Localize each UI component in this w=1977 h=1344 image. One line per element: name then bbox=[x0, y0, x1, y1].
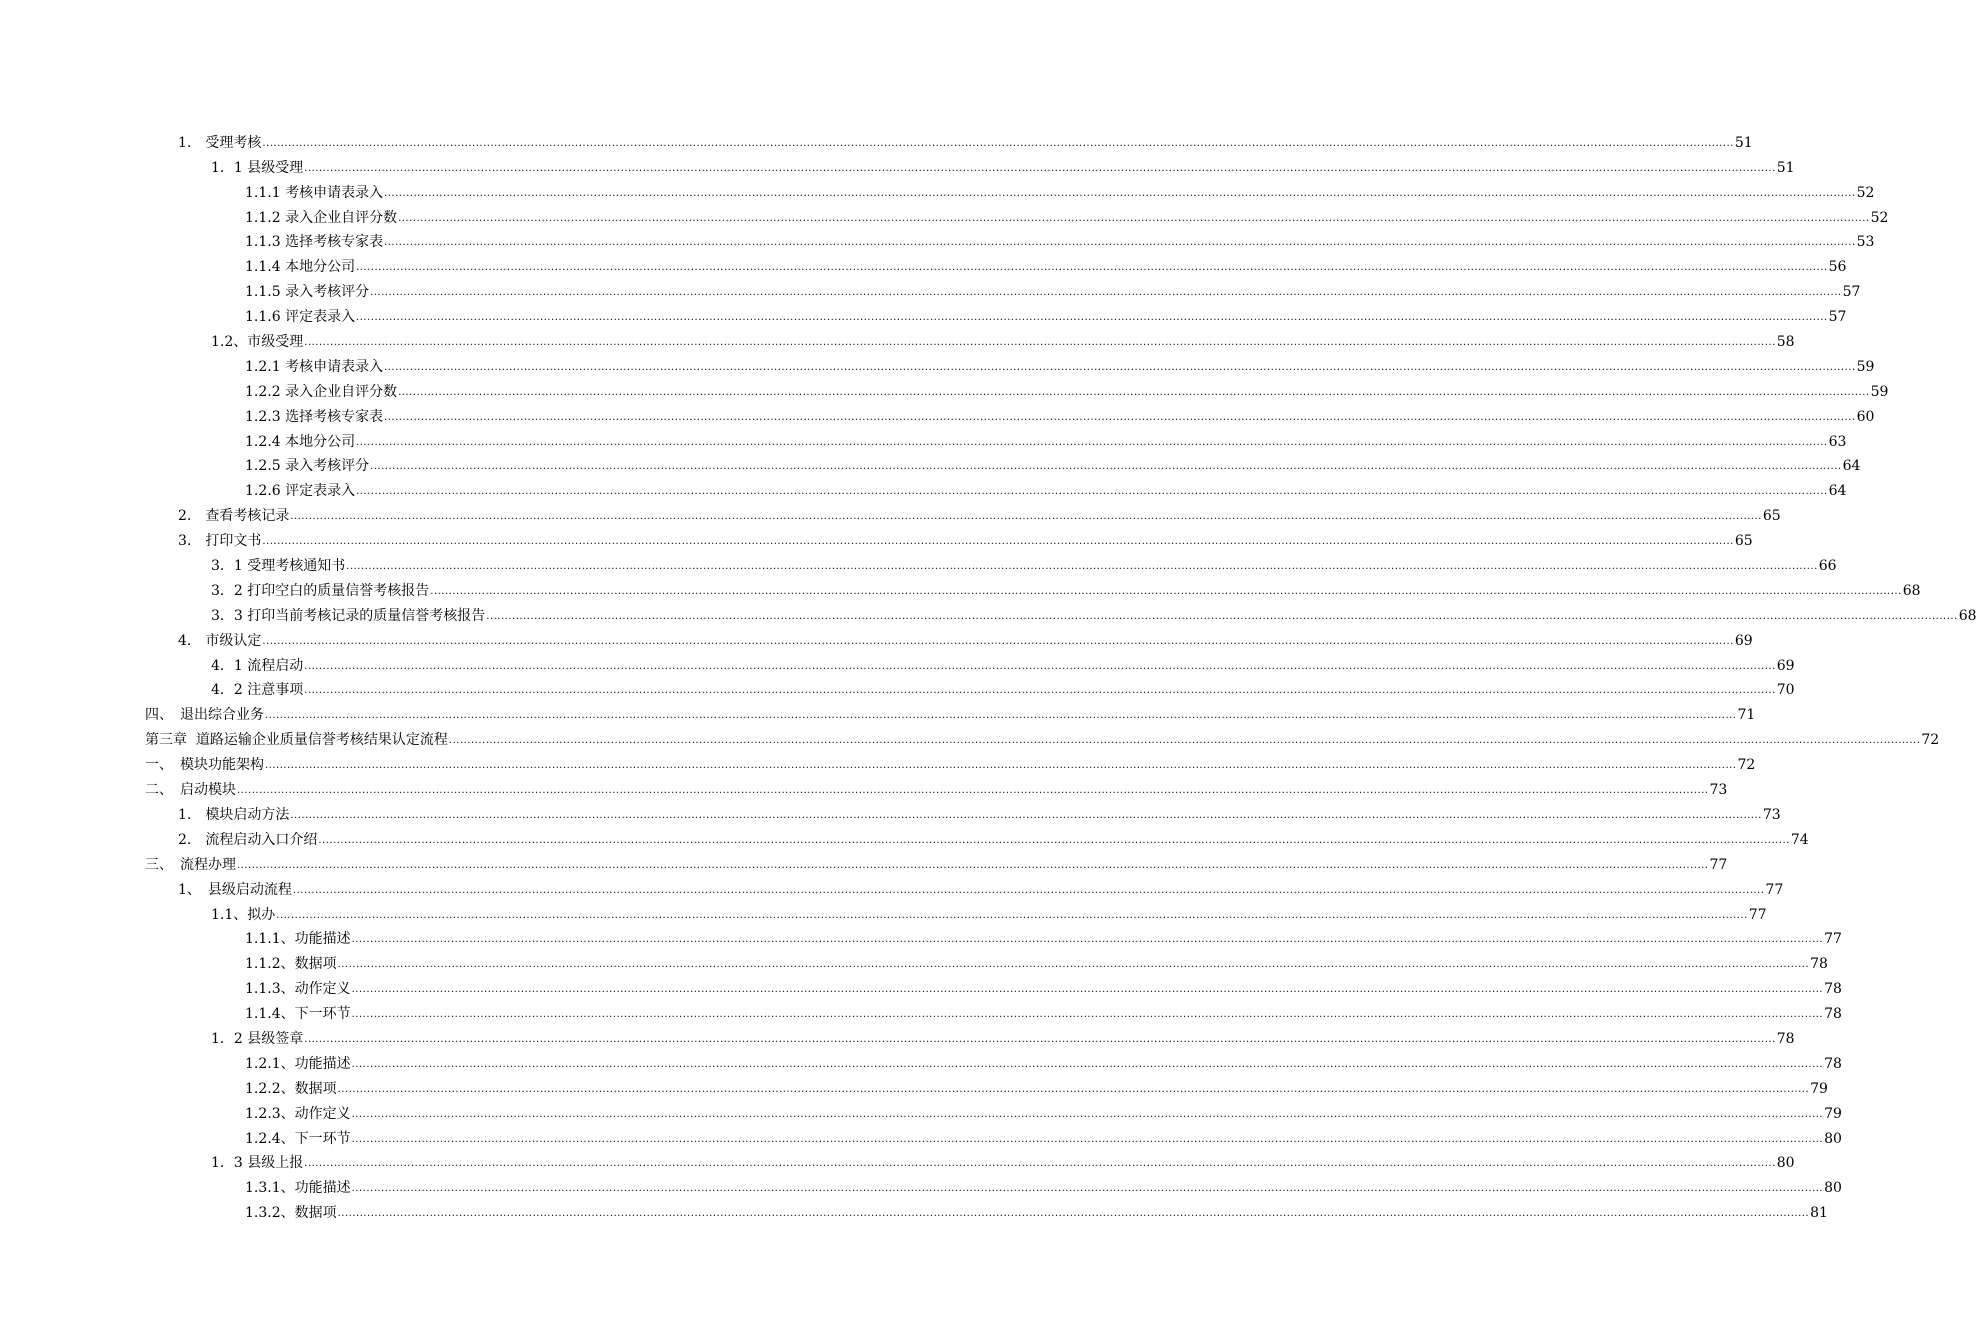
toc-row[interactable] bbox=[0, 972, 1842, 998]
toc-page-number: 65 bbox=[1762, 508, 1781, 525]
toc-row[interactable] bbox=[0, 1072, 1828, 1097]
toc-page-number: 70 bbox=[1776, 682, 1795, 699]
toc-entry[interactable] bbox=[178, 806, 1781, 823]
toc-page-number: 72 bbox=[1921, 732, 1940, 749]
toc-row[interactable] bbox=[0, 250, 1847, 276]
toc-leader-dots: ................................................................................................................................................................................................................................................................................................................................................................................................................ bbox=[276, 909, 1748, 921]
toc-page-number: 65 bbox=[1734, 533, 1753, 550]
toc-row[interactable] bbox=[0, 226, 1875, 251]
toc-entry[interactable] bbox=[245, 234, 1875, 251]
toc-leader-dots: ................................................................................................................................................................................................................................................................................................................................................................................................................ bbox=[356, 486, 1828, 498]
toc-entry-label: 四、 退出综合业务 bbox=[145, 707, 264, 724]
toc-leader-dots: ................................................................................................................................................................................................................................................................................................................................................................................................................ bbox=[356, 312, 1828, 324]
toc-entry-label: 第三章 道路运输企业质量信誉考核结果认定流程 bbox=[145, 732, 448, 749]
toc-leader-dots: ................................................................................................................................................................................................................................................................................................................................................................................................................ bbox=[398, 386, 1870, 398]
toc-entry-label: 三、 流程办理 bbox=[145, 856, 236, 873]
toc-page-number: 72 bbox=[1737, 757, 1756, 774]
toc-entry[interactable] bbox=[245, 1130, 1842, 1147]
toc-row[interactable] bbox=[0, 275, 1861, 301]
toc-page-number: 57 bbox=[1828, 309, 1847, 326]
toc-leader-dots: ................................................................................................................................................................................................................................................................................................................................................................................................................ bbox=[351, 984, 1824, 996]
toc-page-number: 81 bbox=[1810, 1205, 1828, 1222]
toc-row[interactable] bbox=[0, 674, 1795, 699]
toc-page-number: 78 bbox=[1824, 1006, 1842, 1023]
toc-leader-dots: ................................................................................................................................................................................................................................................................................................................................................................................................................ bbox=[318, 834, 1790, 846]
toc-row[interactable] bbox=[0, 1022, 1795, 1047]
toc-leader-dots: ................................................................................................................................................................................................................................................................................................................................................................................................................ bbox=[430, 585, 1902, 597]
toc-row[interactable] bbox=[0, 798, 1781, 823]
toc-entry[interactable] bbox=[211, 558, 1837, 575]
toc-row[interactable] bbox=[0, 300, 1847, 326]
toc-entry-label: 1．1 县级受理 bbox=[211, 159, 304, 176]
toc-row[interactable] bbox=[0, 649, 1795, 674]
toc-leader-dots: ................................................................................................................................................................................................................................................................................................................................................................................................................ bbox=[304, 162, 1776, 174]
toc-entry-label: 1.1.2、数据项 bbox=[245, 956, 337, 973]
toc-entry[interactable] bbox=[145, 856, 1728, 873]
toc-row[interactable] bbox=[0, 499, 1781, 525]
toc-leader-dots: ................................................................................................................................................................................................................................................................................................................................................................................................................ bbox=[290, 511, 1762, 523]
toc-leader-dots: ................................................................................................................................................................................................................................................................................................................................................................................................................ bbox=[337, 1208, 1810, 1220]
toc-entry[interactable] bbox=[178, 134, 1753, 151]
toc-leader-dots: ................................................................................................................................................................................................................................................................................................................................................................................................................ bbox=[292, 884, 1765, 896]
toc-row[interactable] bbox=[0, 425, 1847, 450]
toc-page-number: 78 bbox=[1824, 981, 1842, 998]
toc-leader-dots: ................................................................................................................................................................................................................................................................................................................................................................................................................ bbox=[262, 536, 1734, 548]
toc-page-number: 78 bbox=[1776, 1030, 1795, 1047]
toc-page-number: 78 bbox=[1810, 956, 1828, 973]
toc-leader-dots: ................................................................................................................................................................................................................................................................................................................................................................................................................ bbox=[351, 1133, 1824, 1145]
toc-row[interactable] bbox=[0, 201, 1889, 226]
toc-page-number: 79 bbox=[1810, 1080, 1828, 1097]
toc-row[interactable] bbox=[0, 748, 1756, 774]
toc-entry[interactable] bbox=[178, 533, 1753, 550]
toc-entry-label: 1．3 县级上报 bbox=[211, 1155, 304, 1172]
toc-entry[interactable] bbox=[245, 358, 1875, 375]
toc-entry[interactable] bbox=[245, 309, 1847, 326]
toc-row[interactable] bbox=[0, 549, 1837, 575]
toc-entry-label: 1.3.2、数据项 bbox=[245, 1205, 337, 1222]
toc-leader-dots: ................................................................................................................................................................................................................................................................................................................................................................................................................ bbox=[356, 262, 1828, 274]
toc-entry[interactable] bbox=[245, 259, 1847, 276]
toc-row[interactable] bbox=[0, 1196, 1828, 1222]
toc-entry[interactable] bbox=[245, 209, 1889, 226]
toc-entry[interactable] bbox=[245, 1006, 1842, 1023]
toc-page-number: 63 bbox=[1828, 433, 1847, 450]
toc-leader-dots: ................................................................................................................................................................................................................................................................................................................................................................................................................ bbox=[237, 785, 1709, 797]
toc-entry-label: 1.2.1 考核申请表录入 bbox=[245, 358, 384, 375]
toc-page-number: 73 bbox=[1762, 806, 1781, 823]
toc-row[interactable] bbox=[0, 624, 1753, 649]
toc-row[interactable] bbox=[0, 1097, 1842, 1122]
toc-entry-label: 1.2.3、动作定义 bbox=[245, 1105, 351, 1122]
toc-entry-label: 1.2.6 评定表录入 bbox=[245, 483, 356, 500]
toc-entry-label: 3．3 打印当前考核记录的质量信誉考核报告 bbox=[211, 607, 486, 624]
toc-entry[interactable] bbox=[211, 1155, 1795, 1172]
toc-entry-label: 1.2.2 录入企业自评分数 bbox=[245, 383, 398, 400]
toc-entry-label: 一、 模块功能架构 bbox=[145, 757, 264, 774]
toc-entry[interactable] bbox=[211, 657, 1795, 674]
toc-page-number: 52 bbox=[1856, 184, 1875, 201]
toc-page-number: 77 bbox=[1765, 881, 1784, 898]
toc-page-number: 77 bbox=[1748, 906, 1767, 923]
toc-entry-label: 1.1.4 本地分公司 bbox=[245, 259, 356, 276]
toc-row[interactable] bbox=[0, 823, 1809, 848]
toc-entry[interactable] bbox=[178, 508, 1781, 525]
toc-entry-label: 3．1 受理考核通知书 bbox=[211, 558, 346, 575]
toc-page-number: 51 bbox=[1734, 134, 1753, 151]
toc-page-number: 56 bbox=[1828, 259, 1847, 276]
toc-row[interactable] bbox=[0, 126, 1753, 151]
toc-row[interactable] bbox=[0, 599, 1977, 624]
toc-row[interactable] bbox=[0, 574, 1921, 599]
toc-entry-label: 3．2 打印空白的质量信誉考核报告 bbox=[211, 582, 430, 599]
toc-entry[interactable] bbox=[245, 408, 1875, 425]
toc-entry[interactable] bbox=[245, 1055, 1842, 1072]
toc-entry[interactable] bbox=[245, 383, 1889, 400]
toc-entry[interactable] bbox=[245, 1205, 1828, 1222]
toc-page-number: 71 bbox=[1737, 707, 1756, 724]
toc-row[interactable] bbox=[0, 524, 1753, 550]
toc-entry[interactable] bbox=[211, 582, 1921, 599]
toc-entry-label: 1.2.3 选择考核专家表 bbox=[245, 408, 384, 425]
toc-leader-dots: ................................................................................................................................................................................................................................................................................................................................................................................................................ bbox=[351, 1058, 1824, 1070]
toc-row[interactable] bbox=[0, 698, 1756, 724]
toc-row[interactable] bbox=[0, 898, 1767, 923]
toc-entry-label: 2. 查看考核记录 bbox=[178, 508, 290, 525]
toc-leader-dots: ................................................................................................................................................................................................................................................................................................................................................................................................................ bbox=[351, 934, 1824, 946]
toc-entry[interactable] bbox=[245, 184, 1875, 201]
toc-row[interactable] bbox=[0, 375, 1889, 400]
toc-page-number: 52 bbox=[1870, 209, 1889, 226]
toc-page-number: 60 bbox=[1856, 408, 1875, 425]
toc-page-number: 68 bbox=[1958, 607, 1977, 624]
toc-row[interactable] bbox=[0, 1122, 1842, 1147]
toc-leader-dots: ................................................................................................................................................................................................................................................................................................................................................................................................................ bbox=[265, 760, 1737, 772]
toc-page-number: 80 bbox=[1824, 1130, 1842, 1147]
toc-page-number: 53 bbox=[1856, 234, 1875, 251]
toc-page-number: 69 bbox=[1734, 632, 1753, 649]
toc-page-number: 77 bbox=[1824, 931, 1842, 948]
toc-entry[interactable] bbox=[211, 159, 1795, 176]
toc-entry-label: 4．1 流程启动 bbox=[211, 657, 304, 674]
toc-row[interactable] bbox=[0, 474, 1847, 500]
toc-page-number: 79 bbox=[1824, 1105, 1842, 1122]
toc-row[interactable] bbox=[0, 325, 1795, 351]
toc-entry-label: 1、 县级启动流程 bbox=[178, 881, 292, 898]
toc-page-number: 73 bbox=[1709, 782, 1728, 799]
toc-leader-dots: ................................................................................................................................................................................................................................................................................................................................................................................................................ bbox=[304, 1033, 1776, 1045]
toc-page-number: 57 bbox=[1842, 284, 1861, 301]
toc-leader-dots: ................................................................................................................................................................................................................................................................................................................................................................................................................ bbox=[370, 287, 1842, 299]
toc-entry[interactable] bbox=[211, 334, 1795, 351]
toc-row[interactable] bbox=[0, 450, 1861, 475]
toc-entry[interactable] bbox=[245, 1080, 1828, 1097]
toc-entry-label: 1.1.5 录入考核评分 bbox=[245, 284, 370, 301]
toc-page-number: 59 bbox=[1856, 358, 1875, 375]
toc-page-number: 64 bbox=[1842, 458, 1861, 475]
toc-entry-label: 1.2.5 录入考核评分 bbox=[245, 458, 370, 475]
toc-leader-dots: ................................................................................................................................................................................................................................................................................................................................................................................................................ bbox=[356, 436, 1828, 448]
toc-leader-dots: ................................................................................................................................................................................................................................................................................................................................................................................................................ bbox=[384, 187, 1856, 199]
toc-entry-label: 1.2、市级受理 bbox=[211, 334, 304, 351]
toc-entry[interactable] bbox=[245, 458, 1861, 475]
toc-page-number: 66 bbox=[1818, 558, 1837, 575]
toc-entry[interactable] bbox=[178, 632, 1753, 649]
toc-leader-dots: ................................................................................................................................................................................................................................................................................................................................................................................................................ bbox=[237, 859, 1709, 871]
toc-entry[interactable] bbox=[211, 682, 1795, 699]
toc-row[interactable] bbox=[0, 997, 1842, 1023]
toc-row[interactable] bbox=[0, 151, 1795, 176]
toc-leader-dots: ................................................................................................................................................................................................................................................................................................................................................................................................................ bbox=[351, 1108, 1824, 1120]
toc-entry-label: 1.1.1 考核申请表录入 bbox=[245, 184, 384, 201]
toc-row[interactable] bbox=[0, 400, 1875, 425]
toc-entry[interactable] bbox=[178, 831, 1809, 848]
toc-leader-dots: ................................................................................................................................................................................................................................................................................................................................................................................................................ bbox=[346, 561, 1818, 573]
toc-entry[interactable] bbox=[245, 931, 1842, 948]
toc-leader-dots: ................................................................................................................................................................................................................................................................................................................................................................................................................ bbox=[351, 1183, 1824, 1195]
toc-leader-dots: ................................................................................................................................................................................................................................................................................................................................................................................................................ bbox=[337, 1083, 1810, 1095]
toc-entry-label: 二、 启动模块 bbox=[145, 782, 236, 799]
toc-entry-label: 1.1.1、功能描述 bbox=[245, 931, 351, 948]
toc-row[interactable] bbox=[0, 873, 1784, 898]
toc-entry-label: 1. 模块启动方法 bbox=[178, 806, 290, 823]
toc-page-number: 59 bbox=[1870, 383, 1889, 400]
toc-row[interactable] bbox=[0, 773, 1728, 799]
table-of-contents bbox=[0, 126, 1977, 1222]
toc-entry-label: 1.1.6 评定表录入 bbox=[245, 309, 356, 326]
toc-entry-label: 1.2.2、数据项 bbox=[245, 1080, 337, 1097]
toc-entry-label: 1.2.4 本地分公司 bbox=[245, 433, 356, 450]
toc-row[interactable] bbox=[0, 723, 1940, 749]
toc-entry[interactable] bbox=[211, 607, 1977, 624]
toc-entry[interactable] bbox=[245, 956, 1828, 973]
toc-row[interactable] bbox=[0, 1171, 1842, 1197]
toc-entry-label: 2. 流程启动入口介绍 bbox=[178, 831, 318, 848]
toc-entry[interactable] bbox=[211, 906, 1767, 923]
toc-entry[interactable] bbox=[245, 1105, 1842, 1122]
toc-entry-label: 1.1.2 录入企业自评分数 bbox=[245, 209, 398, 226]
toc-leader-dots: ................................................................................................................................................................................................................................................................................................................................................................................................................ bbox=[384, 361, 1856, 373]
toc-entry[interactable] bbox=[145, 707, 1756, 724]
toc-leader-dots: ................................................................................................................................................................................................................................................................................................................................................................................................................ bbox=[265, 710, 1737, 722]
toc-leader-dots: ................................................................................................................................................................................................................................................................................................................................................................................................................ bbox=[290, 809, 1762, 821]
toc-entry[interactable] bbox=[178, 881, 1784, 898]
toc-row[interactable] bbox=[0, 848, 1728, 873]
toc-row[interactable] bbox=[0, 947, 1828, 973]
toc-entry-label: 1.1.4、下一环节 bbox=[245, 1006, 351, 1023]
toc-page-number: 69 bbox=[1776, 657, 1795, 674]
toc-page-number: 80 bbox=[1776, 1155, 1795, 1172]
toc-leader-dots: ................................................................................................................................................................................................................................................................................................................................................................................................................ bbox=[304, 1158, 1776, 1170]
toc-entry[interactable] bbox=[145, 782, 1728, 799]
toc-entry-label: 1.3.1、功能描述 bbox=[245, 1180, 351, 1197]
toc-row[interactable] bbox=[0, 1047, 1842, 1072]
toc-page-number: 74 bbox=[1790, 831, 1809, 848]
toc-entry-label: 1.2.1、功能描述 bbox=[245, 1055, 351, 1072]
toc-page-number: 78 bbox=[1824, 1055, 1842, 1072]
toc-page-number: 80 bbox=[1824, 1180, 1842, 1197]
toc-entry[interactable] bbox=[245, 1180, 1842, 1197]
toc-page-number: 77 bbox=[1709, 856, 1728, 873]
toc-entry[interactable] bbox=[211, 1030, 1795, 1047]
toc-leader-dots: ................................................................................................................................................................................................................................................................................................................................................................................................................ bbox=[384, 237, 1856, 249]
toc-entry-label: 1.1、拟办 bbox=[211, 906, 276, 923]
toc-row[interactable] bbox=[0, 176, 1875, 201]
toc-entry-label: 3. 打印文书 bbox=[178, 533, 262, 550]
toc-leader-dots: ................................................................................................................................................................................................................................................................................................................................................................................................................ bbox=[304, 685, 1776, 697]
toc-leader-dots: ................................................................................................................................................................................................................................................................................................................................................................................................................ bbox=[351, 1009, 1824, 1021]
toc-row[interactable] bbox=[0, 350, 1875, 375]
toc-entry-label: 1.2.4、下一环节 bbox=[245, 1130, 351, 1147]
toc-entry-label: 1.1.3、动作定义 bbox=[245, 981, 351, 998]
toc-entry-label: 1. 受理考核 bbox=[178, 134, 262, 151]
toc-leader-dots: ................................................................................................................................................................................................................................................................................................................................................................................................................ bbox=[304, 660, 1776, 672]
toc-entry[interactable] bbox=[245, 483, 1847, 500]
toc-row[interactable] bbox=[0, 1147, 1795, 1172]
toc-page-number: 58 bbox=[1776, 334, 1795, 351]
toc-leader-dots: ................................................................................................................................................................................................................................................................................................................................................................................................................ bbox=[384, 411, 1856, 423]
toc-entry-label: 1.1.3 选择考核专家表 bbox=[245, 234, 384, 251]
toc-leader-dots: ................................................................................................................................................................................................................................................................................................................................................................................................................ bbox=[262, 635, 1734, 647]
toc-leader-dots: ................................................................................................................................................................................................................................................................................................................................................................................................................ bbox=[337, 959, 1810, 971]
toc-leader-dots: ................................................................................................................................................................................................................................................................................................................................................................................................................ bbox=[448, 735, 1921, 747]
toc-entry-label: 4. 市级认定 bbox=[178, 632, 262, 649]
toc-leader-dots: ................................................................................................................................................................................................................................................................................................................................................................................................................ bbox=[370, 461, 1842, 473]
toc-entry[interactable] bbox=[245, 433, 1847, 450]
toc-leader-dots: ................................................................................................................................................................................................................................................................................................................................................................................................................ bbox=[304, 337, 1776, 349]
toc-entry[interactable] bbox=[145, 732, 1940, 749]
toc-entry[interactable] bbox=[245, 284, 1861, 301]
toc-page-number: 64 bbox=[1828, 483, 1847, 500]
toc-leader-dots: ................................................................................................................................................................................................................................................................................................................................................................................................................ bbox=[262, 137, 1734, 149]
toc-entry[interactable] bbox=[245, 981, 1842, 998]
toc-page-number: 68 bbox=[1902, 582, 1921, 599]
toc-entry-label: 4．2 注意事项 bbox=[211, 682, 304, 699]
toc-leader-dots: ................................................................................................................................................................................................................................................................................................................................................................................................................ bbox=[486, 610, 1958, 622]
toc-leader-dots: ................................................................................................................................................................................................................................................................................................................................................................................................................ bbox=[398, 212, 1870, 224]
toc-page-number: 51 bbox=[1776, 159, 1795, 176]
toc-entry-label: 1．2 县级签章 bbox=[211, 1030, 304, 1047]
toc-entry[interactable] bbox=[145, 757, 1756, 774]
toc-row[interactable] bbox=[0, 923, 1842, 948]
